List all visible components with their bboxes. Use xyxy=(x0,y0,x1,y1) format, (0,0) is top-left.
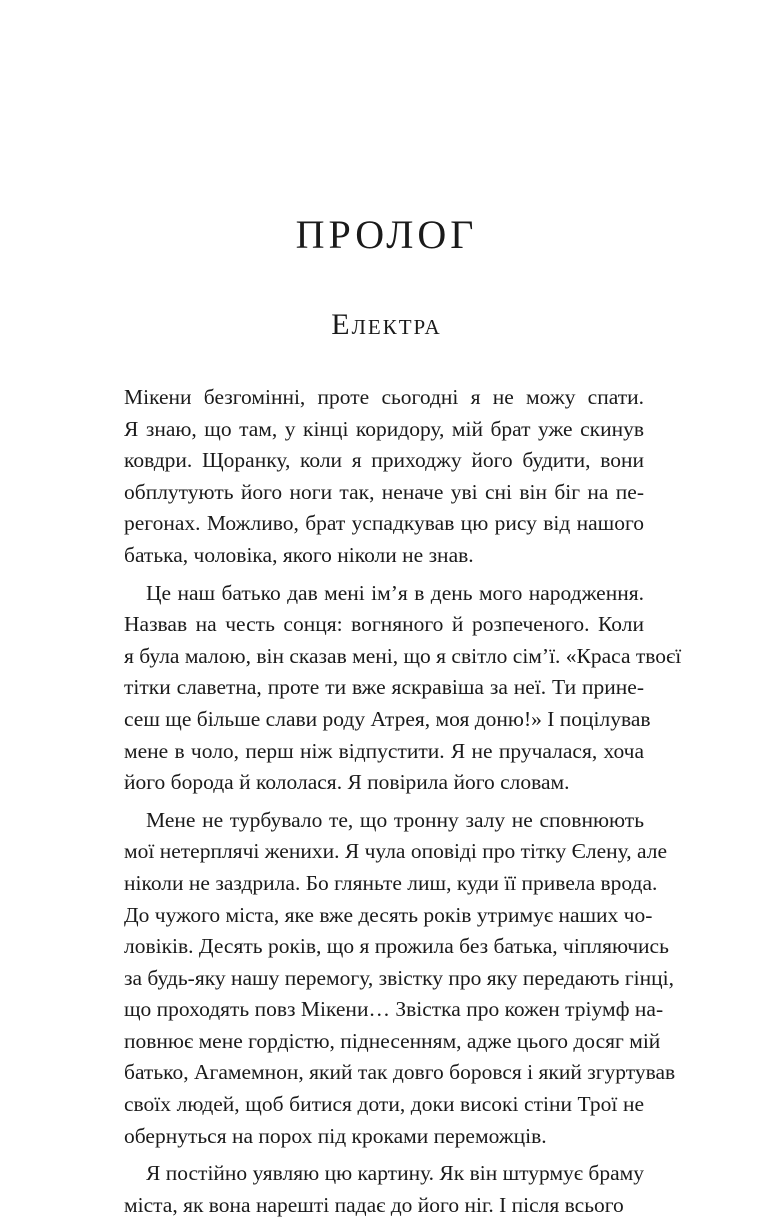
text-line: ковдри. Щоранку, коли я приходжу його будити, вони xyxy=(124,448,644,473)
text-line: своїх людей, щоб битися доти, доки високі стіни Трої не xyxy=(124,1092,644,1117)
text-line: Я знаю, що там, у кінці коридору, мій брат уже скинув xyxy=(124,416,644,441)
body-text xyxy=(124,382,682,1221)
text-line: Назвав на честь сонця: вогняного й розпеченого. Коли xyxy=(124,612,644,637)
text-line: ніколи не заздрила. Бо гляньте лиш, куди її привела врода. xyxy=(124,870,658,895)
text-line: тітки славетна, проте ти вже яскравіша за неї. Ти прине- xyxy=(124,675,644,700)
text-line: обплутують його ноги так, неначе уві сні він біг на пе- xyxy=(124,479,644,504)
text-line: Я постійно уявляю цю картину. Як він штурмує браму xyxy=(146,1161,644,1186)
text-line: я була малою, він сказав мені, що я світло сім’ї. «Краса твоєї xyxy=(124,643,682,668)
paragraph xyxy=(124,578,682,799)
text-line: батька, чоловіка, якого ніколи не знав. xyxy=(124,542,474,567)
text-line: сеш ще більше слави роду Атрея, моя доню!» І поцілував xyxy=(124,706,651,731)
text-line: обернуться на порох під кроками переможців. xyxy=(124,1123,547,1148)
text-line: Мікени безгомінні, проте сьогодні я не можу спати. xyxy=(124,385,644,409)
text-line: Мене не турбувало те, що тронну залу не сповнюють xyxy=(146,807,644,832)
chapter-title: ПРОЛОГ xyxy=(295,212,478,257)
text-line: мої нетерплячі женихи. Я чула оповіді про тітку Єлену, але xyxy=(124,839,667,864)
text-line: батько, Агамемнон, який так довго боровся і який згуртував xyxy=(124,1060,676,1085)
text-line: мене в чоло, перш ніж відпустити. Я не пручалася, хоча xyxy=(124,738,644,763)
text-line: повнює мене гордістю, піднесенням, адже цього досяг мій xyxy=(124,1028,661,1053)
text-line: його борода й кололася. Я повірила його словам. xyxy=(124,770,570,795)
paragraph xyxy=(124,382,644,572)
text-line: міста, як вона нарешті падає до його ніг. І після всього xyxy=(124,1192,624,1217)
paragraph xyxy=(124,1158,644,1221)
text-line: за будь-яку нашу перемогу, звістку про яку передають гінці, xyxy=(124,965,674,990)
paragraph xyxy=(124,805,676,1153)
text-line: ловіків. Десять років, що я прожила без батька, чіпляючись xyxy=(124,934,669,959)
text-line: що проходять повз Мікени… Звістка про кожен тріумф на- xyxy=(124,997,664,1022)
chapter-subtitle: Електра xyxy=(331,308,442,341)
text-line: регонах. Можливо, брат успадкував цю рису від нашого xyxy=(124,511,644,536)
text-line: Це наш батько дав мені ім’я в день мого народження. xyxy=(146,580,644,605)
text-line: До чужого міста, яке вже десять років утримує наших чо- xyxy=(124,902,653,927)
